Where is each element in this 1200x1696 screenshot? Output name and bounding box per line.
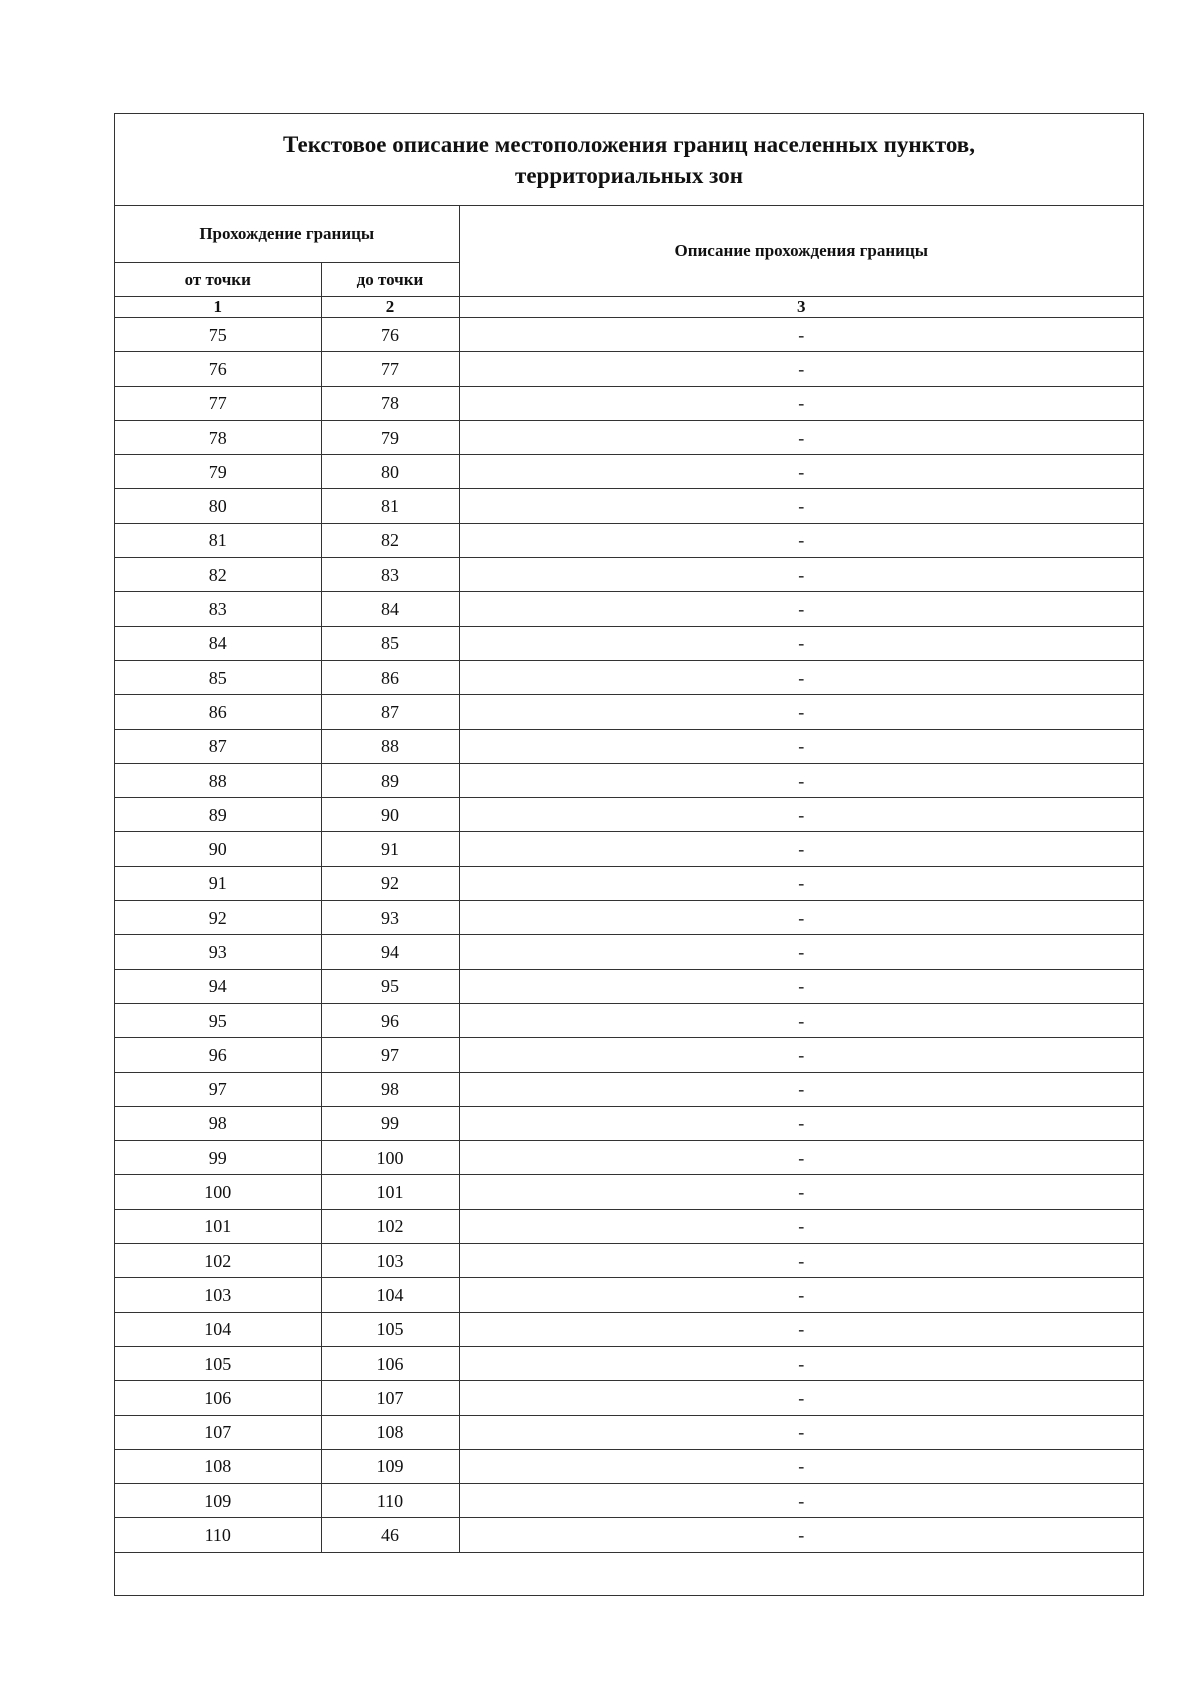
from-point-cell: 106 <box>115 1381 321 1415</box>
description-cell: - <box>459 1381 1143 1415</box>
table-row <box>115 1484 1143 1518</box>
description-cell: - <box>459 352 1143 386</box>
to-point-cell: 82 <box>321 523 459 557</box>
empty-footer-row <box>115 1552 1143 1592</box>
from-point-cell: 79 <box>115 455 321 489</box>
to-point-cell: 92 <box>321 866 459 900</box>
description-cell: - <box>459 386 1143 420</box>
table-row <box>115 1449 1143 1483</box>
header-col-number-1: 1 <box>115 297 321 318</box>
description-cell: - <box>459 1449 1143 1483</box>
title-box <box>115 114 1143 206</box>
table-row <box>115 489 1143 523</box>
to-point-cell: 77 <box>321 352 459 386</box>
from-point-cell: 85 <box>115 660 321 694</box>
to-point-cell: 106 <box>321 1346 459 1380</box>
table-row <box>115 386 1143 420</box>
table-row <box>115 1209 1143 1243</box>
description-cell: - <box>459 729 1143 763</box>
description-cell: - <box>459 1244 1143 1278</box>
table-row <box>115 523 1143 557</box>
table-row <box>115 592 1143 626</box>
to-point-cell: 105 <box>321 1312 459 1346</box>
table-row <box>115 1003 1143 1037</box>
from-point-cell: 95 <box>115 1003 321 1037</box>
from-point-cell: 91 <box>115 866 321 900</box>
description-cell: - <box>459 763 1143 797</box>
from-point-cell: 104 <box>115 1312 321 1346</box>
document-title: Текстовое описание местоположения границ населенных пунктов, территориальных зон <box>283 131 975 188</box>
to-point-cell: 84 <box>321 592 459 626</box>
from-point-cell: 102 <box>115 1244 321 1278</box>
table-row <box>115 729 1143 763</box>
table-row <box>115 1312 1143 1346</box>
description-cell: - <box>459 1415 1143 1449</box>
document-sheet <box>114 113 1144 1596</box>
from-point-cell: 77 <box>115 386 321 420</box>
from-point-cell: 78 <box>115 420 321 454</box>
to-point-cell: 110 <box>321 1484 459 1518</box>
to-point-cell: 76 <box>321 318 459 352</box>
description-cell: - <box>459 1278 1143 1312</box>
header-to-point: до точки <box>321 263 459 297</box>
from-point-cell: 89 <box>115 798 321 832</box>
from-point-cell: 84 <box>115 626 321 660</box>
empty-footer-cell <box>115 1552 1143 1592</box>
to-point-cell: 108 <box>321 1415 459 1449</box>
table-row <box>115 352 1143 386</box>
header-description: Описание прохождения границы <box>459 206 1143 297</box>
to-point-cell: 78 <box>321 386 459 420</box>
from-point-cell: 90 <box>115 832 321 866</box>
from-point-cell: 94 <box>115 969 321 1003</box>
description-cell: - <box>459 1003 1143 1037</box>
from-point-cell: 81 <box>115 523 321 557</box>
table-row <box>115 1244 1143 1278</box>
table-row <box>115 660 1143 694</box>
from-point-cell: 97 <box>115 1072 321 1106</box>
table-row <box>115 935 1143 969</box>
to-point-cell: 46 <box>321 1518 459 1552</box>
from-point-cell: 75 <box>115 318 321 352</box>
to-point-cell: 94 <box>321 935 459 969</box>
table-row <box>115 626 1143 660</box>
table-row <box>115 832 1143 866</box>
table-row <box>115 901 1143 935</box>
table-row <box>115 1346 1143 1380</box>
to-point-cell: 79 <box>321 420 459 454</box>
to-point-cell: 91 <box>321 832 459 866</box>
description-cell: - <box>459 592 1143 626</box>
to-point-cell: 86 <box>321 660 459 694</box>
from-point-cell: 83 <box>115 592 321 626</box>
description-cell: - <box>459 1312 1143 1346</box>
from-point-cell: 88 <box>115 763 321 797</box>
to-point-cell: 80 <box>321 455 459 489</box>
from-point-cell: 86 <box>115 695 321 729</box>
description-cell: - <box>459 1346 1143 1380</box>
to-point-cell: 87 <box>321 695 459 729</box>
table-row <box>115 558 1143 592</box>
description-cell: - <box>459 1038 1143 1072</box>
to-point-cell: 83 <box>321 558 459 592</box>
table-row <box>115 866 1143 900</box>
description-cell: - <box>459 832 1143 866</box>
description-cell: - <box>459 420 1143 454</box>
from-point-cell: 76 <box>115 352 321 386</box>
table-row <box>115 798 1143 832</box>
table-row <box>115 1072 1143 1106</box>
table-row <box>115 318 1143 352</box>
table-row <box>115 969 1143 1003</box>
to-point-cell: 102 <box>321 1209 459 1243</box>
table-row <box>115 1106 1143 1140</box>
to-point-cell: 93 <box>321 901 459 935</box>
from-point-cell: 100 <box>115 1175 321 1209</box>
to-point-cell: 89 <box>321 763 459 797</box>
to-point-cell: 98 <box>321 1072 459 1106</box>
to-point-cell: 109 <box>321 1449 459 1483</box>
description-cell: - <box>459 558 1143 592</box>
table-row <box>115 1415 1143 1449</box>
from-point-cell: 103 <box>115 1278 321 1312</box>
table-row <box>115 455 1143 489</box>
from-point-cell: 82 <box>115 558 321 592</box>
to-point-cell: 107 <box>321 1381 459 1415</box>
from-point-cell: 80 <box>115 489 321 523</box>
to-point-cell: 96 <box>321 1003 459 1037</box>
description-cell: - <box>459 318 1143 352</box>
table-row <box>115 1278 1143 1312</box>
description-cell: - <box>459 1141 1143 1175</box>
to-point-cell: 81 <box>321 489 459 523</box>
table-row <box>115 1038 1143 1072</box>
description-cell: - <box>459 523 1143 557</box>
from-point-cell: 109 <box>115 1484 321 1518</box>
to-point-cell: 85 <box>321 626 459 660</box>
to-point-cell: 90 <box>321 798 459 832</box>
header-col-number-3: 3 <box>459 297 1143 318</box>
description-cell: - <box>459 901 1143 935</box>
from-point-cell: 87 <box>115 729 321 763</box>
from-point-cell: 98 <box>115 1106 321 1140</box>
description-cell: - <box>459 1175 1143 1209</box>
description-cell: - <box>459 969 1143 1003</box>
header-boundary-passage: Прохождение границы <box>115 206 459 263</box>
description-cell: - <box>459 455 1143 489</box>
to-point-cell: 95 <box>321 969 459 1003</box>
description-cell: - <box>459 660 1143 694</box>
to-point-cell: 100 <box>321 1141 459 1175</box>
description-cell: - <box>459 695 1143 729</box>
table-body <box>115 318 1143 1553</box>
from-point-cell: 107 <box>115 1415 321 1449</box>
table-row <box>115 1381 1143 1415</box>
boundary-table <box>115 206 1143 1592</box>
description-cell: - <box>459 1209 1143 1243</box>
table-header <box>115 206 1143 318</box>
table-row <box>115 1141 1143 1175</box>
to-point-cell: 103 <box>321 1244 459 1278</box>
from-point-cell: 93 <box>115 935 321 969</box>
header-from-point: от точки <box>115 263 321 297</box>
from-point-cell: 105 <box>115 1346 321 1380</box>
to-point-cell: 99 <box>321 1106 459 1140</box>
header-col-number-2: 2 <box>321 297 459 318</box>
description-cell: - <box>459 1072 1143 1106</box>
table-row <box>115 1175 1143 1209</box>
table-row <box>115 420 1143 454</box>
table-row <box>115 695 1143 729</box>
description-cell: - <box>459 798 1143 832</box>
description-cell: - <box>459 1106 1143 1140</box>
from-point-cell: 108 <box>115 1449 321 1483</box>
table-row <box>115 763 1143 797</box>
description-cell: - <box>459 866 1143 900</box>
from-point-cell: 101 <box>115 1209 321 1243</box>
to-point-cell: 97 <box>321 1038 459 1072</box>
to-point-cell: 88 <box>321 729 459 763</box>
description-cell: - <box>459 1518 1143 1552</box>
description-cell: - <box>459 489 1143 523</box>
to-point-cell: 101 <box>321 1175 459 1209</box>
table-row <box>115 1518 1143 1552</box>
description-cell: - <box>459 1484 1143 1518</box>
description-cell: - <box>459 935 1143 969</box>
from-point-cell: 110 <box>115 1518 321 1552</box>
to-point-cell: 104 <box>321 1278 459 1312</box>
from-point-cell: 99 <box>115 1141 321 1175</box>
from-point-cell: 96 <box>115 1038 321 1072</box>
description-cell: - <box>459 626 1143 660</box>
from-point-cell: 92 <box>115 901 321 935</box>
